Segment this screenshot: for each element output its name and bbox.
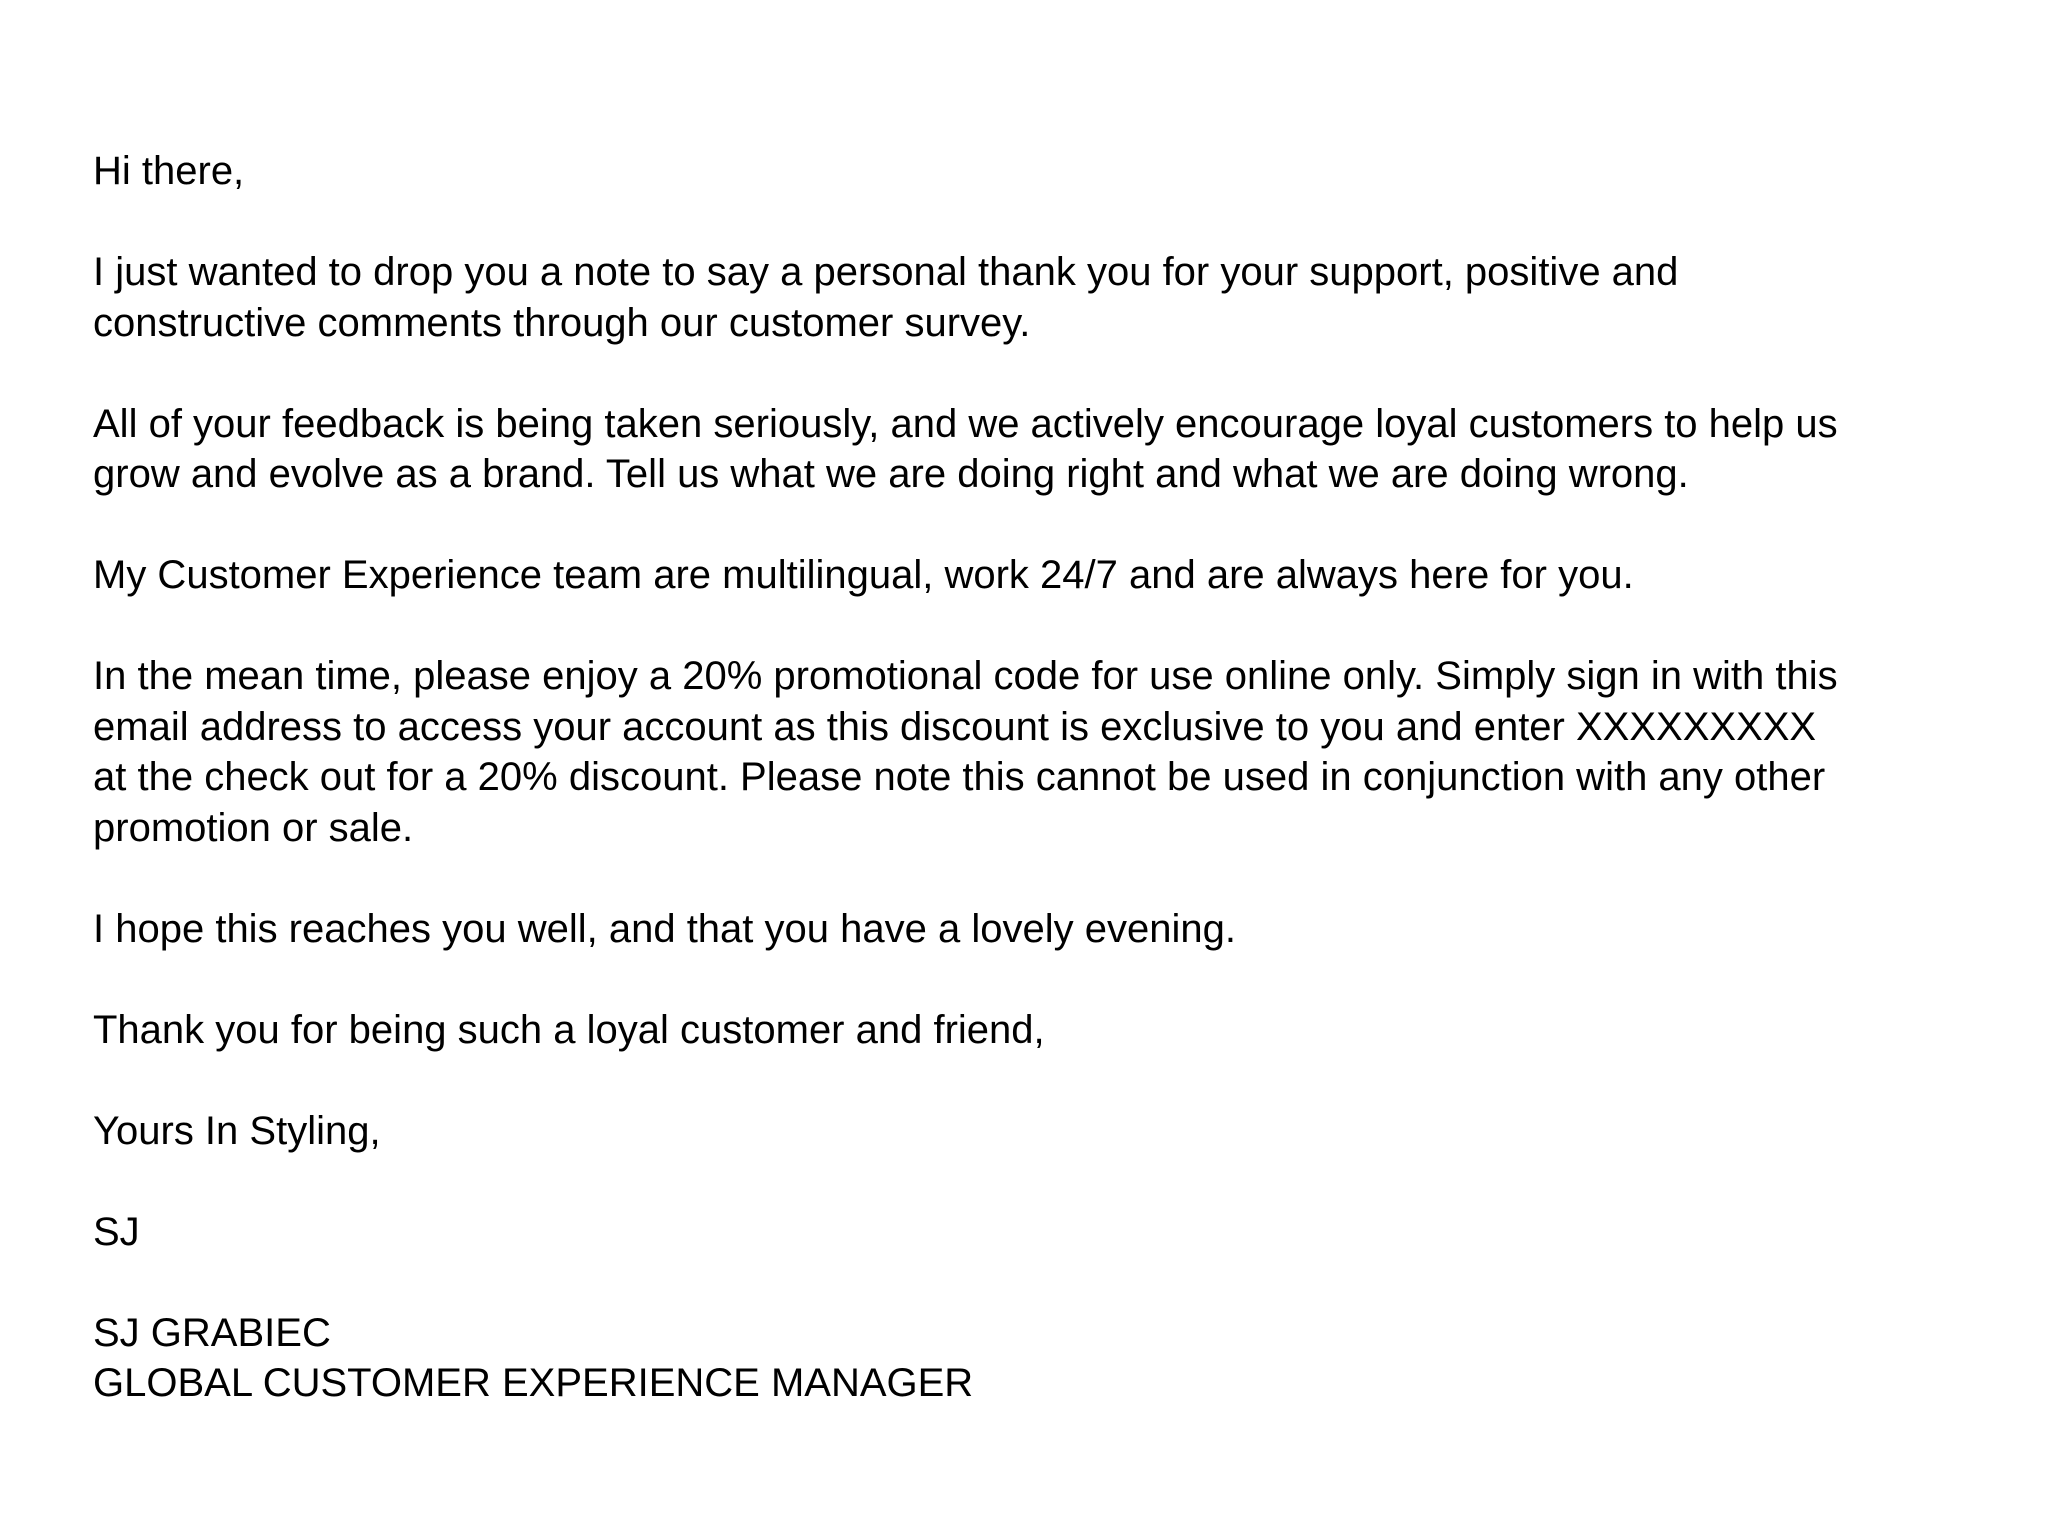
paragraph-thank-you: I just wanted to drop you a note to say a personal thank you for your support, positive and constructive comments through our customer survey. <box>93 250 1679 345</box>
initials: SJ <box>93 1209 140 1254</box>
paragraph-team: My Customer Experience team are multilingual, work 24/7 and are always here for you. <box>93 553 1634 597</box>
greeting: Hi there, <box>93 149 245 193</box>
closing: Yours In Styling, <box>93 1108 381 1153</box>
paragraph-promo-code: In the mean time, please enjoy a 20% promotional code for use online only. Simply sign in with this email address to access your account as this discount is exclusive to you and enter XXXXXXXXX at the check out for a 20% discount. Please note this cannot be used in conjunction with any other promotion or sale. <box>93 654 1838 850</box>
paragraph-loyalty: Thank you for being such a loyal customer and friend, <box>93 1007 1045 1052</box>
signature-title: GLOBAL CUSTOMER EXPERIENCE MANAGER <box>93 1361 974 1405</box>
signature-block <box>93 1308 1993 1409</box>
paragraph-feedback: All of your feedback is being taken seriously, and we actively encourage loyal customers to help us grow and evolve as a brand. Tell us what we are doing right and what we are doing wrong. <box>93 401 1838 496</box>
signature-name: SJ GRABIEC <box>93 1310 331 1355</box>
paragraph-wishes: I hope this reaches you well, and that you have a lovely evening. <box>93 906 1236 951</box>
letter-body <box>93 146 1993 1409</box>
